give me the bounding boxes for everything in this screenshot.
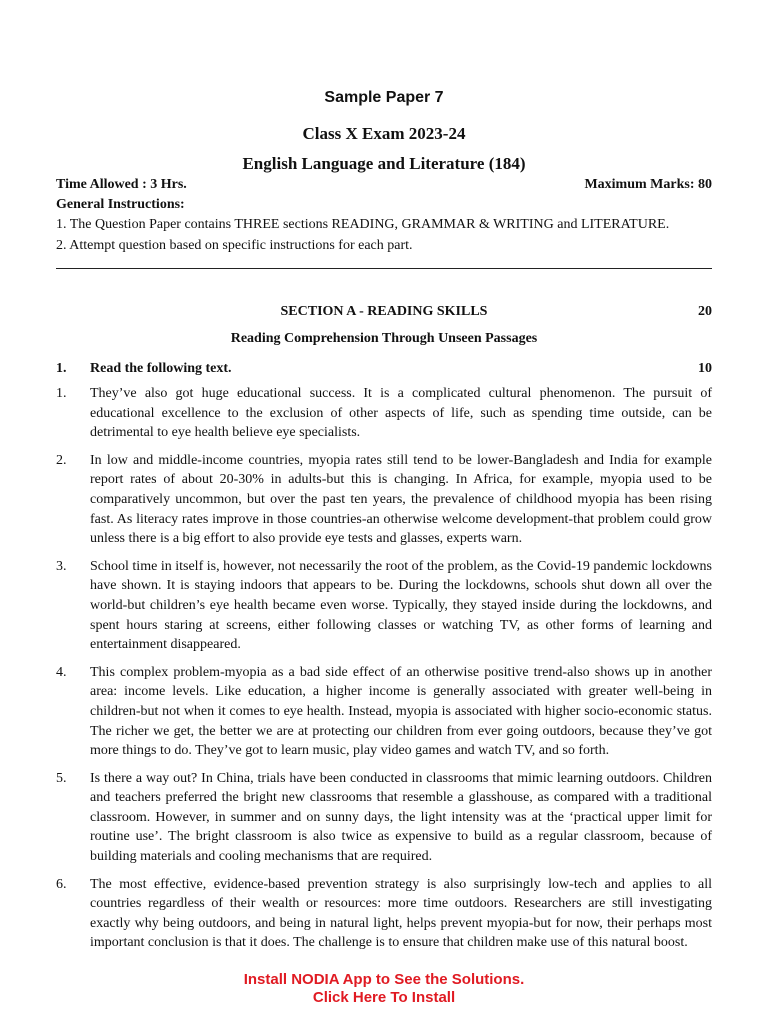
paragraph-text: In low and middle-income countries, myopia rates still tend to be lower-Bangladesh and India for example report rates of about 20-30% in adults-but this is changing. In Africa, for example, myopia used to be comparatively uncommon, but over the past ten years, the prevalence of childhood myopia has been rising fast. As literacy rates improve in those countries-an otherwise welcome development-that problem could grow unless there is a big effort to also provide eye tests and glasses, experts warn. [90, 452, 712, 547]
passage [56, 384, 712, 961]
passage-paragraph [56, 875, 712, 953]
install-app-link[interactable]: Install NODIA App to See the Solutions. [243, 971, 525, 988]
question-marks: 10 [698, 361, 712, 376]
paragraph-number: 3. [56, 558, 67, 574]
passage-paragraph [56, 557, 712, 655]
paragraph-text: School time in itself is, however, not necessarily the root of the problem, as the Covid-19 pandemic lockdowns have shown. It is staying indoors that appears to be. During the lockdowns, schools shut down all over the world-but children’s eye health became even worse. Typically, they stayed inside during the lockdowns, and spent hours staring at screens, either following classes or watching TV, as other forms of learning and entertainment disappeared. [90, 558, 712, 653]
class-line: Class X Exam 2023-24 [302, 124, 466, 143]
question-text: Read the following text. [90, 361, 232, 376]
horizontal-divider [56, 268, 712, 269]
paragraph-number: 4. [56, 664, 67, 680]
paragraph-number: 2. [56, 452, 67, 468]
section-subtitle: Reading Comprehension Through Unseen Passages [230, 331, 538, 346]
passage-paragraph [56, 384, 712, 443]
passage-paragraph [56, 663, 712, 761]
general-instructions-heading: General Instructions: [56, 197, 185, 212]
paragraph-text: The most effective, evidence-based prevention strategy is also surprisingly low-tech and applies to all countries regardless of their wealth or resources: more time outdoors. Researchers are still investigating exactly why being outdoors, and being in natural light, helps prevent myopia-but for now, their perhaps most important conclusion is that it does. The challenge is to ensure that children make use of this natural boost. [90, 876, 712, 951]
instruction-item: 1. The Question Paper contains THREE sections READING, GRAMMAR & WRITING and LITERATURE. [56, 217, 670, 232]
paragraph-number: 1. [56, 386, 67, 401]
meta-row [56, 177, 712, 193]
click-to-install-link[interactable]: Click Here To Install [312, 989, 456, 1006]
maximum-marks: Maximum Marks: 80 [584, 177, 712, 192]
passage-paragraph [56, 769, 712, 867]
passage-paragraph [56, 451, 712, 549]
paragraph-text: They’ve also got huge educational success. It is a complicated cultural phenomenon. The pursuit of educational excellence to the exclusion of other aspects of life, such as spending time outside, can be detrimental to eye health believe eye specialists. [90, 386, 712, 441]
subject-line: English Language and Literature (184) [242, 154, 526, 173]
paragraph-number: 5. [56, 770, 67, 786]
question-number: 1. [56, 361, 67, 376]
instruction-item: 2. Attempt question based on specific instructions for each part. [56, 238, 413, 253]
section-marks: 20 [698, 304, 712, 319]
paragraph-text: Is there a way out? In China, trials have been conducted in classrooms that mimic learning outdoors. Children and teachers preferred the bright new classrooms that resemble a glasshouse, as compared with a traditional classroom. However, in summer and on sunny days, the light intensity was at the ‘practical upper limit for routine use’. The bright classroom is also twice as expensive to build as a regular classroom, because of building materials and cooling mechanisms that are required. [90, 770, 712, 865]
paper-title: Sample Paper 7 [324, 89, 444, 106]
section-title: SECTION A - READING SKILLS [280, 304, 488, 319]
install-app-banner[interactable] [0, 971, 768, 1007]
time-allowed: Time Allowed : 3 Hrs. [56, 177, 187, 192]
paragraph-number: 6. [56, 876, 67, 892]
paragraph-text: This complex problem-myopia as a bad side effect of an otherwise positive trend-also shows up in another area: income levels. Like education, a higher income is generally associated with greater well-being in children-but not when it comes to eye health. Instead, myopia is associated with higher socio-economic status. The richer we get, the better we are at protecting our children from ever going outdoors, because they’ve got more things to do. They’ve got to learn music, play video games and watch TV, and so forth. [90, 664, 712, 759]
